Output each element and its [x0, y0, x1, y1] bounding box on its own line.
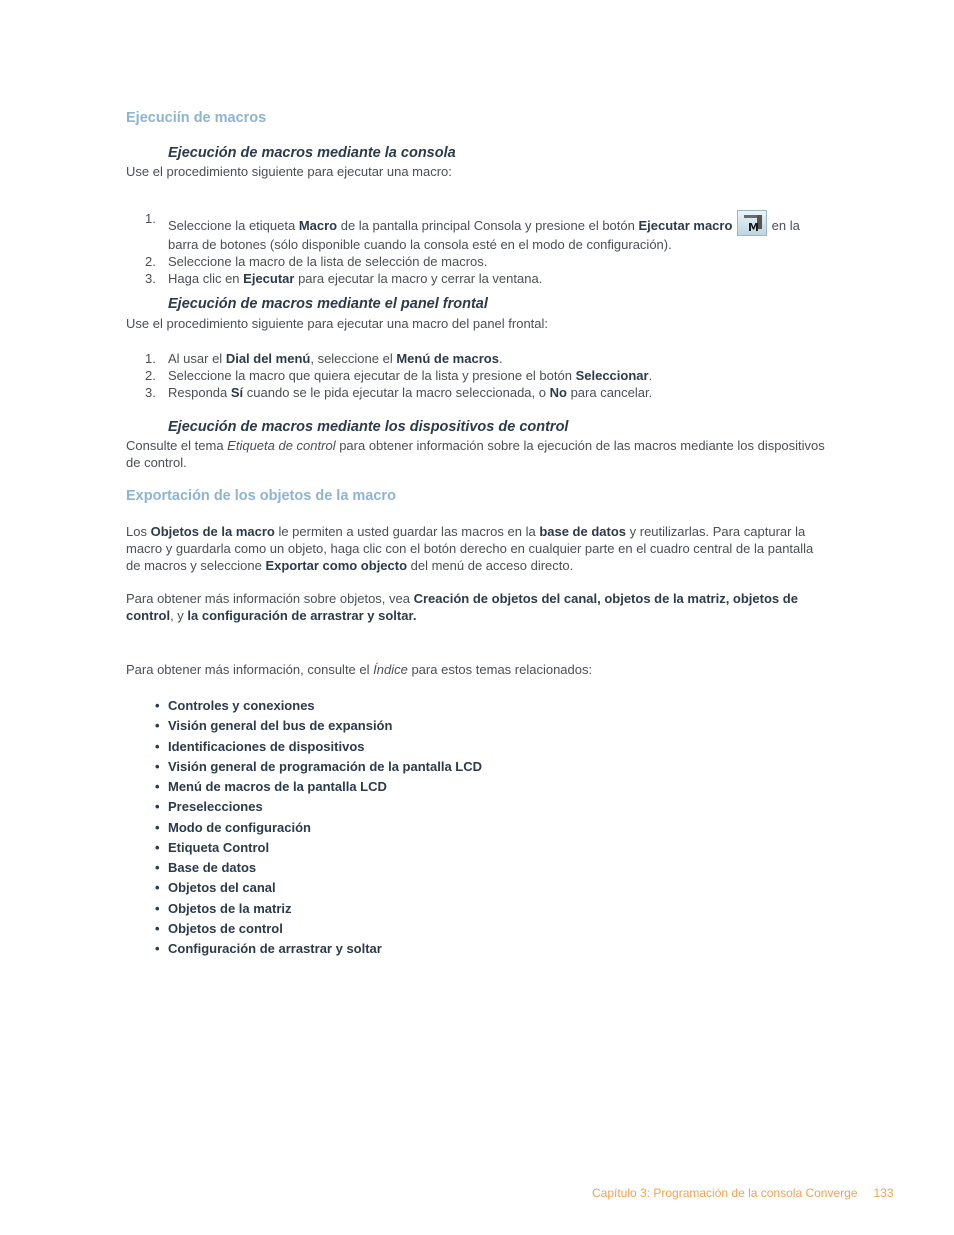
- step-text: Al usar el: [168, 351, 226, 366]
- page-number: 133: [873, 1186, 894, 1200]
- database-term: base de datos: [539, 524, 627, 539]
- list-item: [126, 210, 826, 253]
- list-item[interactable]: [126, 777, 482, 797]
- step-text: para ejecutar la macro y cerrar la ventana.: [294, 271, 543, 286]
- step-text: para cancelar.: [566, 385, 653, 400]
- step-text: Responda: [168, 385, 231, 400]
- list-item[interactable]: [126, 878, 482, 898]
- list-item[interactable]: [126, 858, 482, 878]
- yes-label: Sí: [230, 385, 244, 400]
- text: para obtener información sobre la ejecución de las macros mediante los dispositivos de control.: [126, 438, 825, 470]
- step-text: Seleccione la macro que quiera ejecutar de la lista y presione el botón: [168, 368, 576, 383]
- no-label: No: [549, 385, 567, 400]
- steps-panel-frontal: [126, 350, 826, 401]
- drag-drop-link[interactable]: la configuración de arrastrar y soltar.: [187, 608, 417, 623]
- index-reference: Índice: [373, 662, 408, 677]
- related-topics-list: [126, 696, 482, 959]
- bullet-icon: •: [155, 900, 160, 916]
- steps-consola: [126, 210, 826, 287]
- step-text: , seleccione el: [310, 351, 397, 366]
- list-item: [126, 384, 826, 401]
- text: y reutilizarlas. Para capturar la macro y guardarla como un objeto, haga clic con el botón derecho en cualquier parte en el cuadro central de la pantalla de macros y seleccione: [126, 524, 814, 573]
- section-heading-ejecucion: Ejecuciín de macros: [126, 110, 267, 126]
- list-item[interactable]: [126, 716, 482, 736]
- chapter-title: Capítulo 3: Programación de la consola Converge: [592, 1186, 858, 1200]
- export-as-object-term: Exportar como objecto: [265, 558, 408, 573]
- bullet-icon: •: [155, 880, 160, 896]
- bullet-icon: •: [155, 860, 160, 875]
- paragraph-export-1: [126, 523, 826, 574]
- step-number: 1.: [145, 351, 156, 366]
- list-item[interactable]: [126, 797, 482, 817]
- list-item[interactable]: [126, 939, 482, 959]
- related-topic[interactable]: Preselecciones: [168, 799, 263, 815]
- related-topic[interactable]: Controles y conexiones: [168, 698, 315, 713]
- subheading-consola: Ejecución de macros mediante la consola: [168, 145, 456, 161]
- related-topic[interactable]: Visión general de programación de la pantalla LCD: [168, 758, 483, 774]
- related-topic[interactable]: Modo de configuración: [168, 819, 311, 835]
- bullet-icon: •: [155, 839, 160, 855]
- execute-macro-icon: M: [737, 210, 767, 236]
- related-topic[interactable]: Identificaciones de dispositivos: [168, 738, 365, 754]
- step-text: Haga clic en: [168, 271, 244, 286]
- text: Los: [126, 524, 151, 539]
- text: , y: [170, 608, 188, 623]
- step-number: 2.: [145, 368, 156, 383]
- page-footer: [592, 1186, 894, 1200]
- text: le permiten a usted guardar las macros en la: [274, 524, 540, 539]
- list-item[interactable]: [126, 696, 482, 716]
- related-topic[interactable]: Configuración de arrastrar y soltar: [168, 941, 382, 956]
- list-item[interactable]: [126, 899, 482, 919]
- bullet-icon: •: [155, 799, 160, 815]
- bullet-icon: •: [155, 718, 160, 734]
- macro-tab-label: Macro: [298, 218, 338, 233]
- related-topic[interactable]: Objetos del canal: [168, 880, 276, 896]
- text: para estos temas relacionados:: [407, 662, 593, 677]
- subheading-dispositivos: Ejecución de macros mediante los dispositivos de control: [168, 419, 569, 435]
- execute-macro-label: Ejecutar macro: [638, 218, 733, 233]
- text: del menú de acceso directo.: [407, 558, 574, 573]
- step-text: cuando se le pida ejecutar la macro seleccionada, o: [243, 385, 550, 400]
- related-topic[interactable]: Objetos de la matriz: [168, 900, 292, 916]
- paragraph-dispositivos: [126, 437, 826, 471]
- bullet-icon: •: [155, 819, 160, 835]
- macro-menu-label: Menú de macros: [396, 351, 499, 366]
- text: Para obtener más información sobre objetos, vea: [126, 591, 414, 606]
- bullet-icon: •: [155, 920, 160, 936]
- bullet-icon: •: [155, 698, 160, 713]
- control-tag-reference: Etiqueta de control: [227, 438, 336, 453]
- step-number: 3.: [145, 271, 156, 286]
- step-number: 2.: [145, 254, 156, 269]
- list-item[interactable]: [126, 757, 482, 777]
- objects-link[interactable]: Creación de objetos del canal, objetos de la matriz, objetos de control: [126, 591, 798, 623]
- select-label: Seleccionar: [575, 368, 649, 383]
- intro-panel-frontal: Use el procedimiento siguiente para ejecutar una macro del panel frontal:: [126, 316, 549, 331]
- text: Consulte el tema: [126, 438, 228, 453]
- list-item[interactable]: [126, 737, 482, 757]
- step-text: de la pantalla principal Consola y presione el botón: [337, 218, 639, 233]
- intro-consola: Use el procedimiento siguiente para ejecutar una macro:: [126, 164, 452, 179]
- ejecutar-label: Ejecutar: [243, 271, 295, 286]
- step-text: .: [498, 351, 503, 366]
- related-topic[interactable]: Base de datos: [168, 860, 257, 875]
- paragraph-export-2: [126, 590, 826, 624]
- step-text: Seleccione la etiqueta: [168, 218, 299, 233]
- step-text: .: [648, 368, 653, 383]
- step-text: Seleccione la macro de la lista de selección de macros.: [168, 254, 488, 269]
- subheading-panel-frontal: Ejecución de macros mediante el panel frontal: [168, 296, 488, 312]
- related-topic[interactable]: Visión general del bus de expansión: [168, 718, 393, 734]
- paragraph-related: [126, 661, 826, 678]
- list-item: [126, 367, 826, 384]
- text: Para obtener más información, consulte el: [126, 662, 374, 677]
- related-topic[interactable]: Objetos de control: [168, 920, 283, 936]
- bullet-icon: •: [155, 738, 160, 754]
- list-item: [126, 253, 826, 270]
- dial-menu-label: Dial del menú: [225, 351, 311, 366]
- list-item[interactable]: [126, 919, 482, 939]
- list-item[interactable]: [126, 818, 482, 838]
- bullet-icon: •: [155, 941, 160, 956]
- step-number: 3.: [145, 385, 156, 400]
- bullet-icon: •: [155, 779, 160, 794]
- list-item[interactable]: [126, 838, 482, 858]
- related-topic[interactable]: Etiqueta Control: [168, 839, 270, 855]
- related-topic[interactable]: Menú de macros de la pantalla LCD: [168, 779, 387, 794]
- step-text: en la barra de botones (sólo disponible cuando la consola esté en el modo de configuración).: [168, 218, 800, 252]
- step-number: 1.: [145, 211, 156, 226]
- list-item: [126, 270, 826, 287]
- list-item: [126, 350, 826, 367]
- section-heading-exportacion: Exportación de los objetos de la macro: [126, 488, 396, 504]
- bullet-icon: •: [155, 758, 160, 774]
- macro-objects-term: Objetos de la macro: [150, 524, 275, 539]
